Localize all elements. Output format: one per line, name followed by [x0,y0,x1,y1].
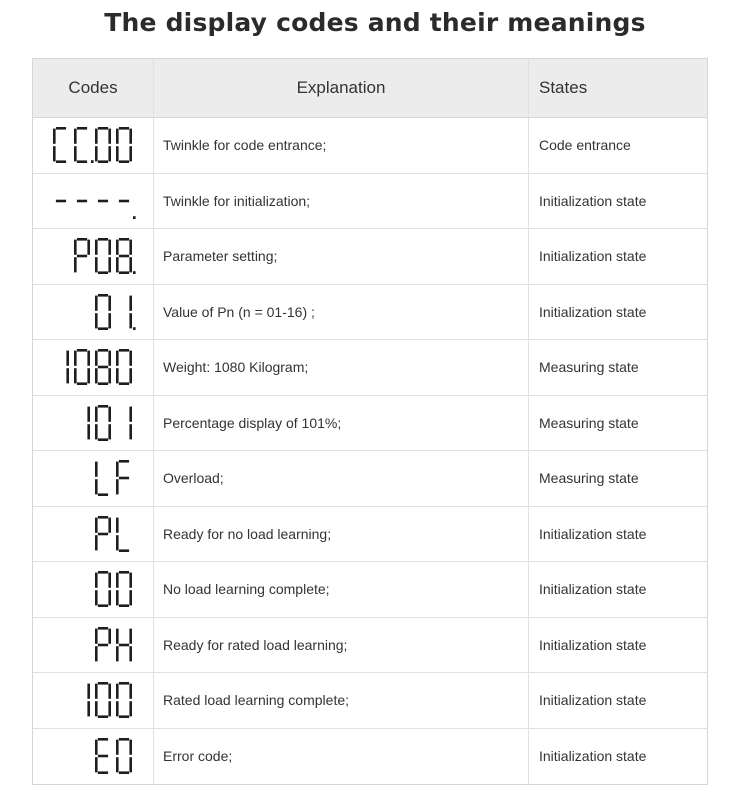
segment-f [74,240,77,255]
decimal-point [133,327,136,330]
segment-b [108,351,111,366]
segment-f [95,740,98,755]
segment-b [108,406,111,421]
segment-c [108,424,111,439]
segment-b [87,684,90,699]
explanation-cell: Percentage display of 101%; [154,396,529,451]
segment-c [129,257,132,272]
state-cell: Measuring state [539,359,639,376]
seven-segment-code [74,403,141,443]
code-cell [33,507,154,562]
code-cell [33,729,154,785]
segment-b [108,129,111,144]
table-row [33,396,707,452]
segment-f [116,517,119,532]
segment-f [74,351,77,366]
segment-e [116,368,119,383]
explanation-cell: Overload; [154,451,529,506]
state-cell: Initialization state [539,692,647,709]
segment-e [74,146,77,161]
segment-f [116,240,119,255]
segment-d [56,161,66,164]
segment-a [98,294,108,297]
segment-f [116,462,119,477]
segment-f [116,129,119,144]
table-row [33,451,707,507]
segment-d [98,383,108,386]
segment-b [129,295,132,310]
segment-d [98,494,108,497]
header-codes: Codes [33,59,154,117]
segment-g [77,199,87,202]
segment-g [98,643,108,646]
code-cell [33,673,154,728]
segment-f [95,628,98,643]
seven-segment-code [74,680,141,720]
segment-g [98,755,108,758]
segment-c [129,701,132,716]
segment-b [108,628,111,643]
segment-d [98,605,108,608]
segment-e [95,535,98,550]
code-cell [33,285,154,340]
segment-d [119,161,129,164]
table-row [33,729,707,785]
table-body [33,118,707,784]
code-cell [33,451,154,506]
segment-a [119,460,129,463]
segment-f [74,129,77,144]
segment-g [56,199,66,202]
seven-segment-code [95,292,141,332]
state-cell: Initialization state [539,525,647,542]
decimal-point [133,216,136,219]
segment-b [129,351,132,366]
state-cell: Measuring state [539,414,639,431]
segment-a [119,127,129,130]
state-cell: Code entrance [539,137,631,154]
code-text [33,562,34,563]
code-cell [33,174,154,229]
table-row [33,562,707,618]
decimal-point [133,271,136,274]
segment-a [98,682,108,685]
segment-b [129,406,132,421]
segment-e [95,368,98,383]
segment-f [95,573,98,588]
code-cell [33,396,154,451]
segment-c [129,146,132,161]
segment-d [98,161,108,164]
code-text [33,118,34,119]
segment-b [129,129,132,144]
segment-g [119,199,129,202]
segment-a [77,238,87,241]
code-text [33,396,34,397]
segment-d [119,716,129,719]
segment-e [95,424,98,439]
table-row [33,673,707,729]
segment-a [98,516,108,519]
segment-g [77,255,87,258]
segment-e [116,757,119,772]
segment-b [87,351,90,366]
segment-f [95,240,98,255]
segment-f [95,462,98,477]
seven-segment-code [95,736,141,776]
segment-e [116,146,119,161]
segment-d [98,272,108,275]
segment-e [116,479,119,494]
segment-g [119,643,129,646]
segment-b [108,573,111,588]
explanation-cell: Rated load learning complete; [154,673,529,728]
segment-b [108,240,111,255]
segment-a [98,127,108,130]
segment-c [129,646,132,661]
segment-c [66,368,69,383]
segment-e [95,313,98,328]
code-cell [33,118,154,173]
segment-g [98,199,108,202]
segment-e [74,368,77,383]
segment-f [95,517,98,532]
explanation-cell: Twinkle for code entrance; [154,118,529,173]
seven-segment-code [53,125,141,165]
segment-f [116,351,119,366]
segment-c [129,590,132,605]
segment-e [116,590,119,605]
code-cell [33,340,154,395]
explanation-cell: Parameter setting; [154,229,529,284]
segment-c [108,701,111,716]
table-row [33,285,707,341]
segment-d [119,383,129,386]
segment-f [116,740,119,755]
header-explanation: Explanation [154,59,529,117]
explanation-cell: Error code; [154,729,529,785]
segment-a [98,627,108,630]
segment-b [108,684,111,699]
segment-e [53,146,56,161]
state-cell: Initialization state [539,581,647,598]
segment-f [53,129,56,144]
state-cell: Initialization state [539,303,647,320]
table-row [33,174,707,230]
segment-b [129,628,132,643]
seven-segment-code [74,236,141,276]
segment-c [87,368,90,383]
table-row [33,118,707,174]
segment-e [95,757,98,772]
segment-d [119,772,129,775]
segment-a [119,682,129,685]
display-codes-table [32,58,708,785]
segment-g [119,477,129,480]
code-text [33,729,34,730]
segment-a [98,349,108,352]
code-cell [33,618,154,673]
segment-a [119,349,129,352]
segment-a [98,238,108,241]
segment-e [116,646,119,661]
segment-b [129,684,132,699]
segment-f [95,129,98,144]
segment-e [95,701,98,716]
segment-b [66,351,69,366]
seven-segment-code [95,625,141,665]
segment-b [129,573,132,588]
segment-f [95,684,98,699]
code-text [33,507,34,508]
header-states: States [539,78,588,97]
segment-g [98,366,108,369]
segment-d [119,272,129,275]
segment-b [108,295,111,310]
segment-f [116,573,119,588]
table-row [33,229,707,285]
segment-e [74,257,77,272]
state-cell: Initialization state [539,248,647,265]
segment-f [95,295,98,310]
segment-b [108,517,111,532]
segment-a [98,738,108,741]
segment-a [98,405,108,408]
segment-b [87,406,90,421]
segment-d [98,438,108,441]
segment-e [95,646,98,661]
segment-e [95,257,98,272]
segment-d [98,772,108,775]
code-text [33,229,34,230]
segment-c [129,313,132,328]
segment-d [98,716,108,719]
segment-e [116,257,119,272]
segment-a [77,127,87,130]
explanation-cell: Weight: 1080 Kilogram; [154,340,529,395]
segment-g [98,532,108,535]
code-text [33,451,34,452]
explanation-cell: Value of Pn (n = 01-16) ; [154,285,529,340]
segment-c [108,368,111,383]
table-row [33,507,707,563]
segment-a [119,738,129,741]
segment-e [116,701,119,716]
code-cell [33,562,154,617]
code-text [33,174,34,175]
segment-c [129,757,132,772]
segment-c [108,257,111,272]
explanation-cell: No load learning complete; [154,562,529,617]
segment-d [77,161,87,164]
segment-b [129,740,132,755]
page-title: The display codes and their meanings [104,8,646,37]
segment-c [108,590,111,605]
segment-a [119,238,129,241]
code-cell [33,229,154,284]
segment-d [98,327,108,330]
segment-f [95,351,98,366]
segment-b [129,240,132,255]
segment-c [129,424,132,439]
state-cell: Measuring state [539,470,639,487]
table-row [33,618,707,674]
segment-b [87,240,90,255]
explanation-cell: Ready for rated load learning; [154,618,529,673]
code-text [33,673,34,674]
segment-a [56,127,66,130]
table-header-row [33,59,707,118]
segment-c [87,424,90,439]
seven-segment-code [95,458,141,498]
explanation-cell: Ready for no load learning; [154,507,529,562]
segment-e [95,590,98,605]
segment-e [95,479,98,494]
code-text [33,340,34,341]
segment-a [98,571,108,574]
seven-segment-code [95,514,141,554]
decimal-point [91,160,94,163]
state-cell: Initialization state [539,636,647,653]
segment-a [77,349,87,352]
segment-f [95,406,98,421]
code-text [33,285,34,286]
segment-c [87,701,90,716]
segment-f [116,628,119,643]
state-cell: Initialization state [539,192,647,209]
segment-d [77,383,87,386]
segment-a [119,571,129,574]
seven-segment-code [53,181,141,221]
segment-e [116,535,119,550]
segment-f [116,684,119,699]
segment-c [108,313,111,328]
segment-d [119,549,129,552]
segment-e [95,146,98,161]
segment-g [119,255,129,258]
seven-segment-code [53,347,141,387]
code-text [33,618,34,619]
segment-c [129,368,132,383]
table-row [33,340,707,396]
explanation-cell: Twinkle for initialization; [154,174,529,229]
segment-d [119,605,129,608]
state-cell: Initialization state [539,748,647,765]
seven-segment-code [95,569,141,609]
segment-c [108,146,111,161]
